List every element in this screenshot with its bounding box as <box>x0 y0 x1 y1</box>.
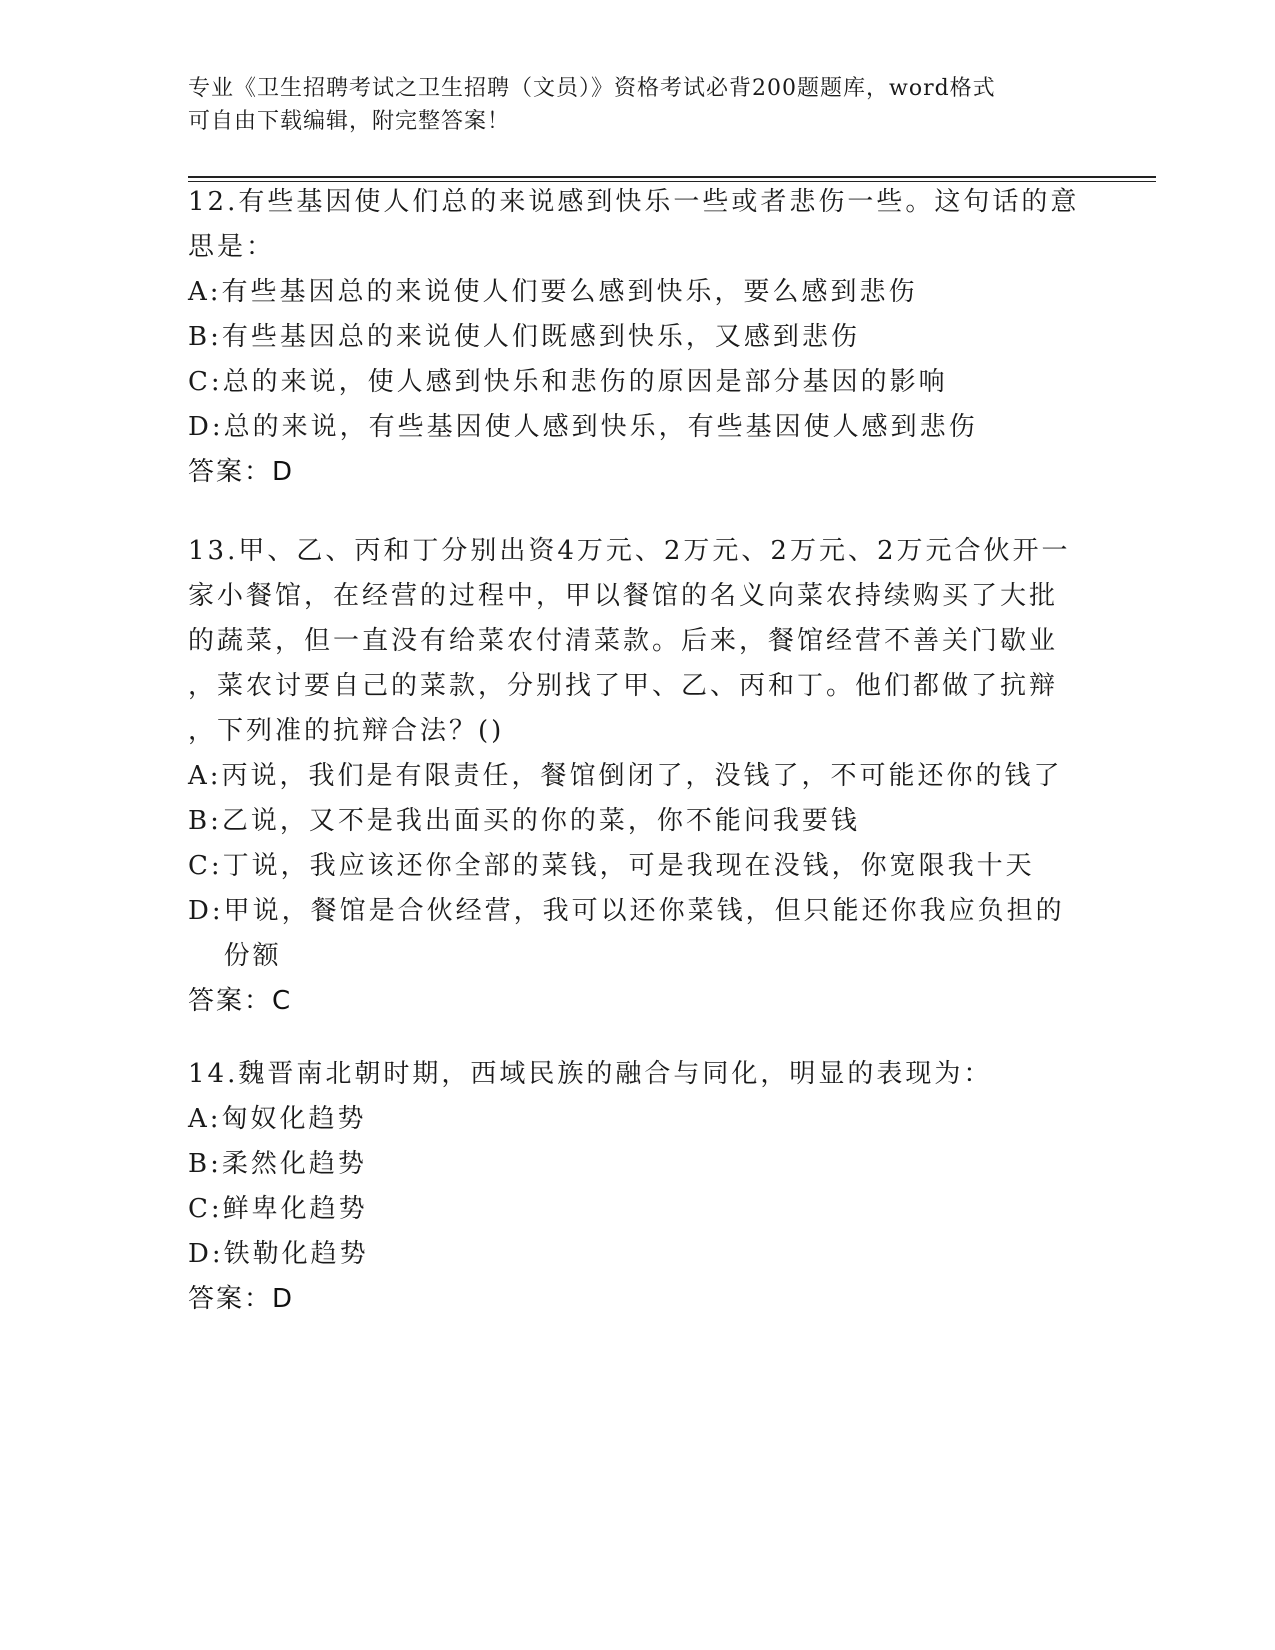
option-letter: C: <box>188 367 223 397</box>
option-text: 总的来说，有些基因使人感到快乐，有些基因使人感到悲伤 <box>223 412 978 442</box>
option-d <box>188 1232 1088 1277</box>
option-c <box>188 360 1088 405</box>
option-text: 乙说，又不是我出面买的你的菜，你不能问我要钱 <box>221 806 860 836</box>
option-a <box>188 754 1088 799</box>
option-letter: A: <box>188 1104 222 1134</box>
option-text: 丁说，我应该还你全部的菜钱，可是我现在没钱，你宽限我十天 <box>222 851 1035 881</box>
question-text: 14.魏晋南北朝时期，西域民族的融合与同化，明显的表现为： <box>188 1059 993 1089</box>
option-letter: C: <box>188 851 223 881</box>
option-text: 匈奴化趋势 <box>221 1104 367 1134</box>
option-letter: A: <box>188 761 222 791</box>
header-line-1: 专业《卫生招聘考试之卫生招聘（文员）》资格考试必背200题题库，word格式 <box>188 76 996 101</box>
answer: 答案：C <box>188 986 293 1016</box>
option-letter: A: <box>188 277 222 307</box>
question-12 <box>188 180 1088 495</box>
option-text: 有些基因总的来说使人们要么感到快乐，要么感到悲伤 <box>221 277 918 307</box>
question-13 <box>188 529 1088 1024</box>
document-header <box>188 72 1068 138</box>
header-line-2: 可自由下载编辑，附完整答案！ <box>188 109 511 134</box>
option-text: 总的来说，使人感到快乐和悲伤的原因是部分基因的影响 <box>222 367 948 397</box>
option-letter: D: <box>188 896 224 926</box>
option-b <box>188 799 1088 844</box>
option-letter: B: <box>188 1149 222 1179</box>
option-b <box>188 1142 1088 1187</box>
option-text: 柔然化趋势 <box>221 1149 367 1179</box>
question-text: 13.甲、乙、丙和丁分别出资4万元、2万元、2万元、2万元合伙开一 家小餐馆，在经营的过程中，甲以餐馆的名义向菜农持续购买了大批 的蔬菜，但一直没有给菜农付清菜款。后来，餐馆经营不善关门歇业 ，菜农讨要自己的菜款，分别找了甲、乙、丙和丁。他们都做了抗辩 ，下列准的抗辩合法？() <box>188 536 1071 746</box>
option-d <box>188 889 1088 979</box>
option-a <box>188 1097 1088 1142</box>
option-text: 鲜卑化趋势 <box>222 1194 368 1224</box>
answer: 答案：D <box>188 457 295 487</box>
option-letter: C: <box>188 1194 223 1224</box>
option-letter: D: <box>188 1239 224 1269</box>
option-letter: B: <box>188 322 222 352</box>
option-d <box>188 405 1088 450</box>
option-letter: D: <box>188 412 224 442</box>
question-14 <box>188 1052 1088 1322</box>
option-text: 有些基因总的来说使人们既感到快乐，又感到悲伤 <box>221 322 860 352</box>
option-letter: B: <box>188 806 222 836</box>
option-text: 丙说，我们是有限责任，餐馆倒闭了，没钱了，不可能还你的钱了 <box>221 761 1063 791</box>
option-c <box>188 844 1088 889</box>
option-c <box>188 1187 1088 1232</box>
question-text: 12.有些基因使人们总的来说感到快乐一些或者悲伤一些。这句话的意 思是： <box>188 187 1080 262</box>
option-text: 甲说，餐馆是合伙经营，我可以还你菜钱，但只能还你我应负担的 份额 <box>223 896 1065 971</box>
option-b <box>188 315 1088 360</box>
answer: 答案：D <box>188 1284 295 1314</box>
option-a <box>188 270 1088 315</box>
option-text: 铁勒化趋势 <box>223 1239 369 1269</box>
